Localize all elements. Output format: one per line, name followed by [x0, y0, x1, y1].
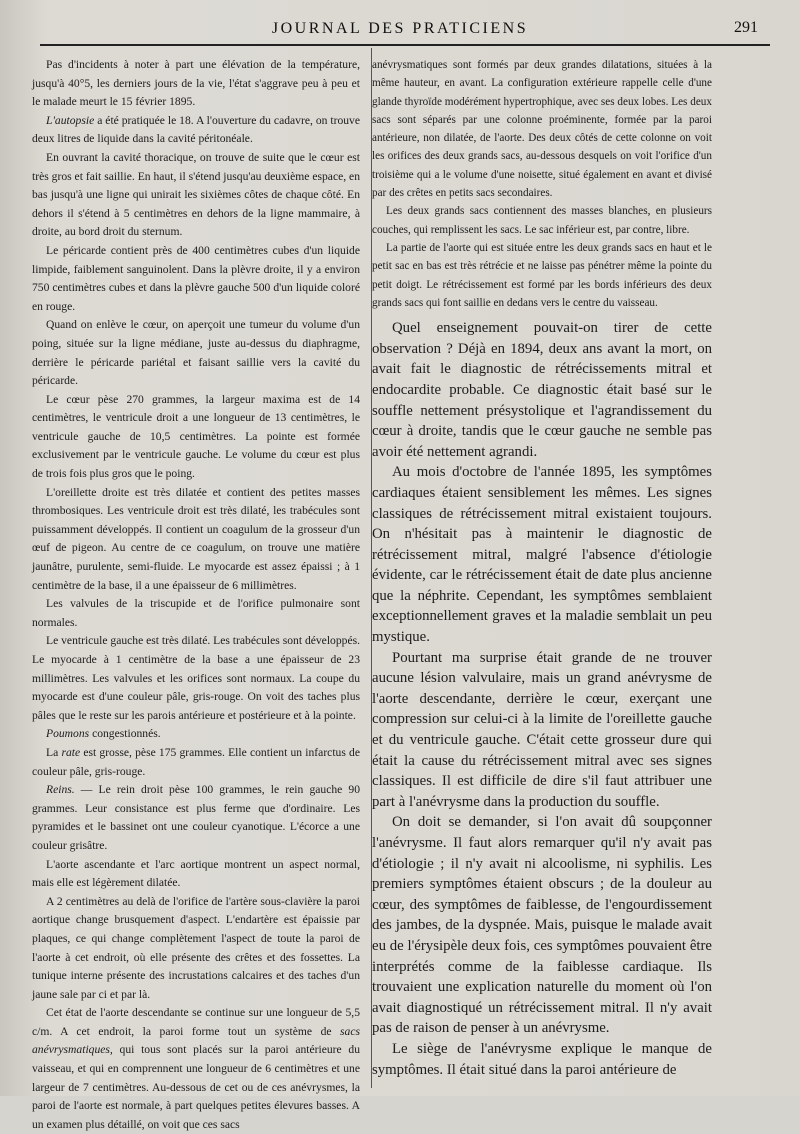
italic-term: sacs anévrysmatiques,: [32, 1024, 360, 1057]
paragraph: [32, 744, 360, 781]
italic-term: Reins.: [46, 783, 75, 797]
page-header: [40, 18, 760, 46]
paragraph: La partie de l'aorte qui est située entre les deux grands sacs en haut et le petit sac en bas est très rétrécie et ne laisse pas pénétrer même la pointe du petit doigt. Le rétrécissement est formé par les bords inférieurs des deux grands sacs qui font saillie en dedans vers le centre du vaisseau.: [372, 241, 712, 309]
paragraph: L'oreillette droite est très dilatée et contient des petites masses thrombosiques. Les ventricule droit est très dilaté, les trabécules sont puissamment développés. Il contient un coagulum de la grosseur d'un œuf de pigeon. Au centre de ce coagulum, on trouve une matière jaunâtre, purulente, semi-fluide. Le myocarde est assez épaissi ; à 1 centimètre de la base, il a une épaisseur de 6 millimètres.: [32, 485, 360, 592]
paragraph: Le péricarde contient près de 400 centimètres cubes d'un liquide limpide, faiblement sanguinolent. Dans la plèvre droite, il y a environ 750 centimètres cubes et dans la plèvre gauche 500 d'un liquide coloré en rouge.: [32, 243, 360, 313]
paragraph: [32, 725, 360, 744]
paragraph-text: est grosse, pèse 175 grammes. Elle contient un infarctus de couleur pâle, gris-rouge.: [32, 745, 360, 778]
paragraph: [32, 1004, 360, 1134]
paragraph-text: a été pratiquée le 18. A l'ouverture du cadavre, on trouve deux litres de liquide dans la cavité péritonéale.: [32, 113, 360, 146]
paragraph-text: La: [46, 745, 59, 759]
paragraph: Quand on enlève le cœur, on aperçoit une tumeur du volume d'un poing, située sur la ligne médiane, juste au-dessus du diaphragme, derrière le péricarde pariétal et faisant saillie vers la cavité du péricarde.: [32, 318, 360, 388]
paragraph-text: congestionnés.: [92, 727, 161, 741]
paragraph: [32, 781, 360, 855]
paragraph: L'aorte ascendante et l'arc aortique montrent un aspect normal, mais elle est légèrement dilatée.: [32, 857, 360, 890]
paragraph: Quel enseignement pouvait-on tirer de cette observation ? Déjà en 1894, deux ans avant la mort, on avait fait le diagnostic de rétrécissements mitral et endocardite probable. Ce diagnostic était basé sur le souffle nettement présystolique et l'agrandissement du cœur à droite, tandis que le cœur gauche ne semble pas avoir été nettement agrandi.: [372, 320, 712, 460]
page-number: 291: [734, 19, 758, 36]
left-column: [32, 56, 360, 1134]
paragraph-text: qui tous sont placés sur la paroi antérieure du vaisseau, et qui en comprennent une longueur de 6 centimètres et une largeur de 7 centimètres. Au-dessous de cet ou de ces anévrysmes, la paroi de l'aorte est normale, à part quelques petites élevures basses. A un examen plus détaillé, on voit que ces sacs: [32, 1043, 360, 1131]
paragraph-text: Cet état de l'aorte descendante se continue sur une longueur de 5,5 c/m. A cet endroit, la paroi forme tout un système de: [32, 1006, 360, 1038]
paragraph: Pourtant ma surprise était grande de ne trouver aucune lésion valvulaire, mais un grand anévrysme de l'aorte descendante, derrière le cœur, exerçant une compression sur celui-ci à la limite de l'oreillette gauche et du ventricule gauche. C'était cette grosseur dure qui était la cause du rétrécissement mitral avec ses signes classiques. Il est difficile de dire s'il faut attribuer une part à l'anévrysme dans la production du souffle.: [372, 649, 712, 810]
paragraph: Au mois d'octobre de l'année 1895, les symptômes cardiaques étaient sensiblement les mêmes. Les signes classiques de rétrécissement mitral existaient toujours. On n'hésitait pas à maintenir le diagnostic de rétrécissement mitral, malgré l'absence d'étiologie évidente, car le rétrécissement était de date plus ancienne que la néphrite. Cependant, les symptômes semblaient exceptionnellement graves et la maladie semblait un peu mystique.: [372, 464, 712, 646]
paragraph: A 2 centimètres au delà de l'orifice de l'artère sous-clavière la paroi aortique change brusquement d'aspect. L'endartère est épaissie par plaques, ce qui change complètement l'aspect de toute la paroi de l'aorte à cet endroit, où elle présente des crêtes et des fossettes. La tunique interne présente des incrustations calcaires et des taches d'un jaune sale par ci et par là.: [32, 894, 360, 1001]
paragraph: Le siège de l'anévrysme explique le manque de symptômes. Il était situé dans la paroi antérieure de: [372, 1040, 712, 1078]
italic-term: rate: [61, 745, 81, 759]
paragraph: Le ventricule gauche est très dilaté. Les trabécules sont développés. Le myocarde à 1 centimètre de la base a une épaisseur de 23 millimètres. Les valvules et les orifices sont normaux. La coupe du myocarde est d'une couleur pâle, gris-rouge. On voit des taches plus pâles que le reste sur les parois antérieure et postérieure et à la pointe.: [32, 634, 360, 722]
paragraph: Les deux grands sacs contiennent des masses blanches, en plusieurs couches, qui remplissent les sacs. Le sac inférieur est, par contre, libre.: [372, 205, 712, 236]
paragraph: Les valvules de la triscupide et de l'orifice pulmonaire sont normales.: [32, 597, 360, 629]
italic-term: L'autopsie: [46, 113, 95, 127]
autopsy-report-continuation: [372, 56, 712, 312]
paragraph-text: — Le rein droit pèse 100 grammes, le rein gauche 90 grammes. Leur consistance est plus ferme que d'ordinaire. Les pyramides et le bassinet ont une couleur cyanotique. L'écorce a une couleur grisâtre.: [32, 783, 360, 852]
right-column: [372, 56, 712, 1080]
paragraph: En ouvrant la cavité thoracique, on trouve de suite que le cœur est très gros et fait saillie. En haut, il s'étend jusqu'au deuxième espace, en bas jusqu'à une ligne qui unirait les sixièmes côtes de chaque côté. En dehors il s'étend à 5 centimètres en dehors de la ligne mammaire, à droite, au bord droit du sternum.: [32, 150, 360, 239]
paragraph: anévrysmatiques sont formés par deux grandes dilatations, situées à la même hauteur, en avant. La configuration extérieure rappelle celle d'une glande thyroïde modérément hypertrophique, avec ses deux lobes. Les deux sacs sont séparés par une colonne proéminente, formée par la paroi antérieure, non dilatée, de l'aorte. Des deux côtés de cette colonne on voit les orifices des deux grands sacs, au-dessous desquels on voit l'orifice d'un troisième qui a le volume d'une noisette, situé également en avant et divisé par des crêtes en petits sacs secondaires.: [372, 59, 712, 200]
commentary: [372, 318, 712, 1080]
running-title: JOURNAL DES PRATICIENS: [271, 20, 529, 37]
italic-term: Poumons: [46, 727, 90, 741]
paragraph: [32, 112, 360, 149]
paragraph: Pas d'incidents à noter à part une élévation de la température, jusqu'à 40°5, les derniers jours de la vie, l'état s'aggrave peu à peu et le malade meurt le 15 février 1895.: [32, 58, 360, 109]
paragraph: On doit se demander, si l'on avait dû soupçonner l'anévrysme. Il faut alors remarquer qu'il n'y avait pas d'étiologie ; il n'y avait ni alcoolisme, ni syphilis. Les premiers symptômes étaient obscurs ; de la douleur au cœur, des symptômes de faiblesse, de l'engourdissement des jambes, de la dyspnée. Mais, puisque le malade avait eu de l'érysipèle deux fois, ces symptômes pouvaient être interprétés comme de la faiblesse cardiaque. Ils trouvaient une explication naturelle du moment où l'on avait diagnostiqué un rétrécissement mitral. Il n'y avait pas de raison de penser à un anévrysme.: [372, 814, 712, 1037]
paragraph: Le cœur pèse 270 grammes, la largeur maxima est de 14 centimètres, le ventricule droit a une longueur de 13 centimètres, le ventricule gauche de 10,5 centimètres. La pointe est formée exclusivement par le ventricule gauche. Le volume du cœur est plus de trois fois plus gros que le poing.: [32, 392, 360, 481]
header-rule: [40, 44, 770, 46]
